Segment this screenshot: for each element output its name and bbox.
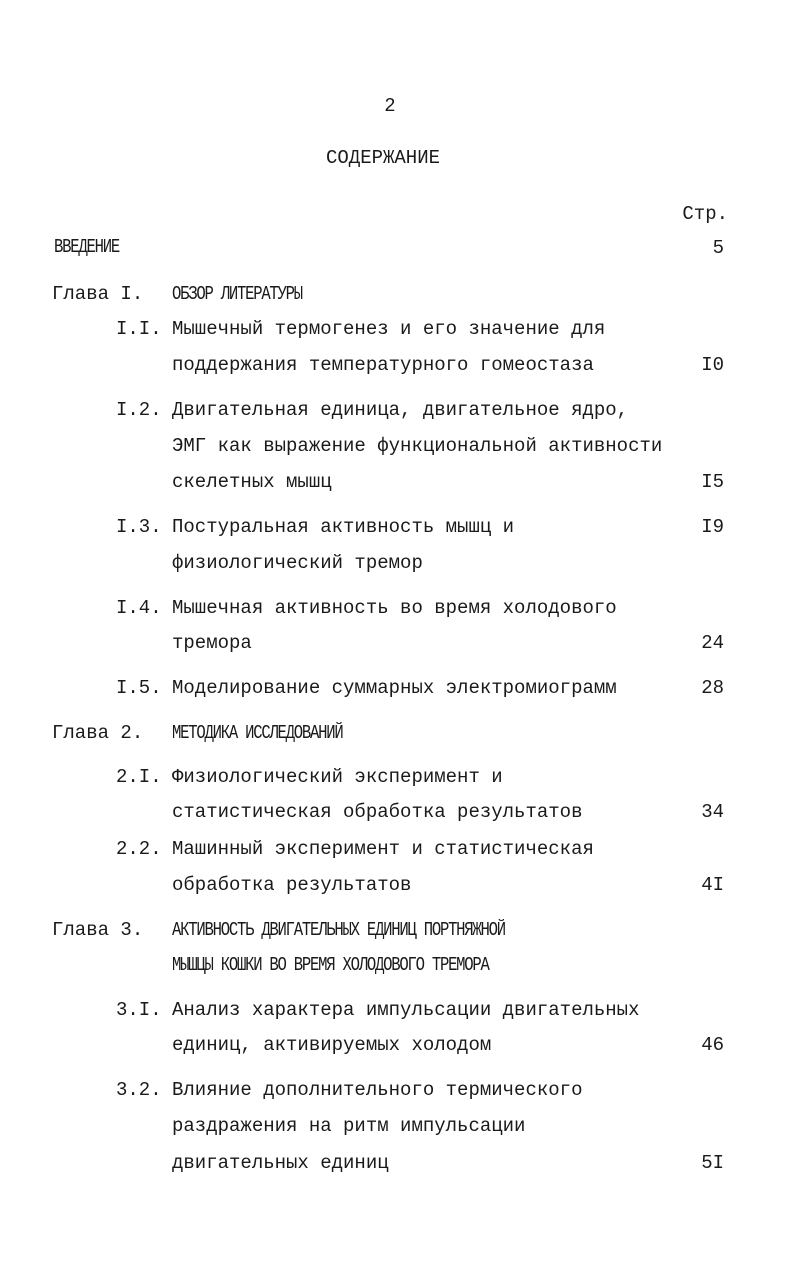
section-1-2-line-2: ЭМГ как выражение функциональной активности (172, 435, 663, 457)
section-3-1-number: 3.I. (116, 999, 162, 1021)
toc-intro-page: 5 (712, 237, 724, 259)
section-3-2-line-3: двигательных единиц (172, 1152, 389, 1174)
chapter-2-label: Глава 2. (52, 722, 144, 744)
section-3-2-number: 3.2. (116, 1079, 162, 1101)
section-3-1-line-2: единиц, активируемых холодом (172, 1034, 492, 1056)
section-1-1-page: I0 (701, 354, 724, 376)
section-2-1-number: 2.I. (116, 766, 162, 788)
page-column-header: Стр. (682, 203, 728, 225)
chapter-3-title-line-2: МЫШЦЫ КОШКИ ВО ВРЕМЯ ХОЛОДОВОГО ТРЕМОРА (172, 954, 489, 976)
section-1-4-line-2: тремора (172, 632, 252, 654)
section-1-2-number: I.2. (116, 399, 162, 421)
section-2-1-line-1: Физиологический эксперимент и (172, 766, 503, 788)
chapter-3-label: Глава 3. (52, 919, 144, 941)
section-3-2-page: 5I (701, 1152, 724, 1174)
section-2-1-page: 34 (701, 801, 724, 823)
section-1-1-line-1: Мышечный термогенез и его значение для (172, 318, 606, 340)
section-1-3-line-2: физиологический тремор (172, 552, 423, 574)
section-1-3-page: I9 (701, 516, 724, 538)
section-1-5-number: I.5. (116, 677, 162, 699)
section-1-2-page: I5 (701, 471, 724, 493)
section-1-2-line-3: скелетных мышц (172, 471, 332, 493)
section-1-2-line-1: Двигательная единица, двигательное ядро, (172, 399, 629, 421)
section-1-1-line-2: поддержания температурного гомеостаза (172, 354, 594, 376)
toc-intro-label: ВВЕДЕНИЕ (54, 236, 119, 258)
section-2-1-line-2: статистическая обработка результатов (172, 801, 583, 823)
section-3-2-line-2: раздражения на ритм импульсации (172, 1115, 526, 1137)
section-1-3-line-1: Постуральная активность мышц и (172, 516, 515, 538)
chapter-2-title: МЕТОДИКА ИССЛЕДОВАНИЙ (172, 722, 343, 744)
section-3-2-line-1: Влияние дополнительного термического (172, 1079, 583, 1101)
section-3-1-page: 46 (701, 1034, 724, 1056)
section-2-2-number: 2.2. (116, 838, 162, 860)
section-1-4-number: I.4. (116, 597, 162, 619)
section-1-4-line-1: Мышечная активность во время холодового (172, 597, 617, 619)
section-1-1-number: I.I. (116, 318, 162, 340)
chapter-3-title-line-1: АКТИВНОСТЬ ДВИГАТЕЛЬНЫХ ЕДИНИЦ ПОРТНЯЖНОЙ (172, 919, 505, 941)
chapter-1-label: Глава I. (52, 283, 144, 305)
section-2-2-page: 4I (701, 874, 724, 896)
section-3-1-line-1: Анализ характера импульсации двигательных (172, 999, 640, 1021)
toc-title: СОДЕРЖАНИЕ (325, 147, 441, 169)
section-1-4-page: 24 (701, 632, 724, 654)
page-number: 2 (384, 95, 396, 117)
section-1-5-line-1: Моделирование суммарных электромиограмм (172, 677, 617, 699)
chapter-1-title: ОБЗОР ЛИТЕРАТУРЫ (172, 283, 302, 305)
section-2-2-line-2: обработка результатов (172, 874, 412, 896)
section-1-5-page: 28 (701, 677, 724, 699)
section-1-3-number: I.3. (116, 516, 162, 538)
section-2-2-line-1: Машинный эксперимент и статистическая (172, 838, 594, 860)
